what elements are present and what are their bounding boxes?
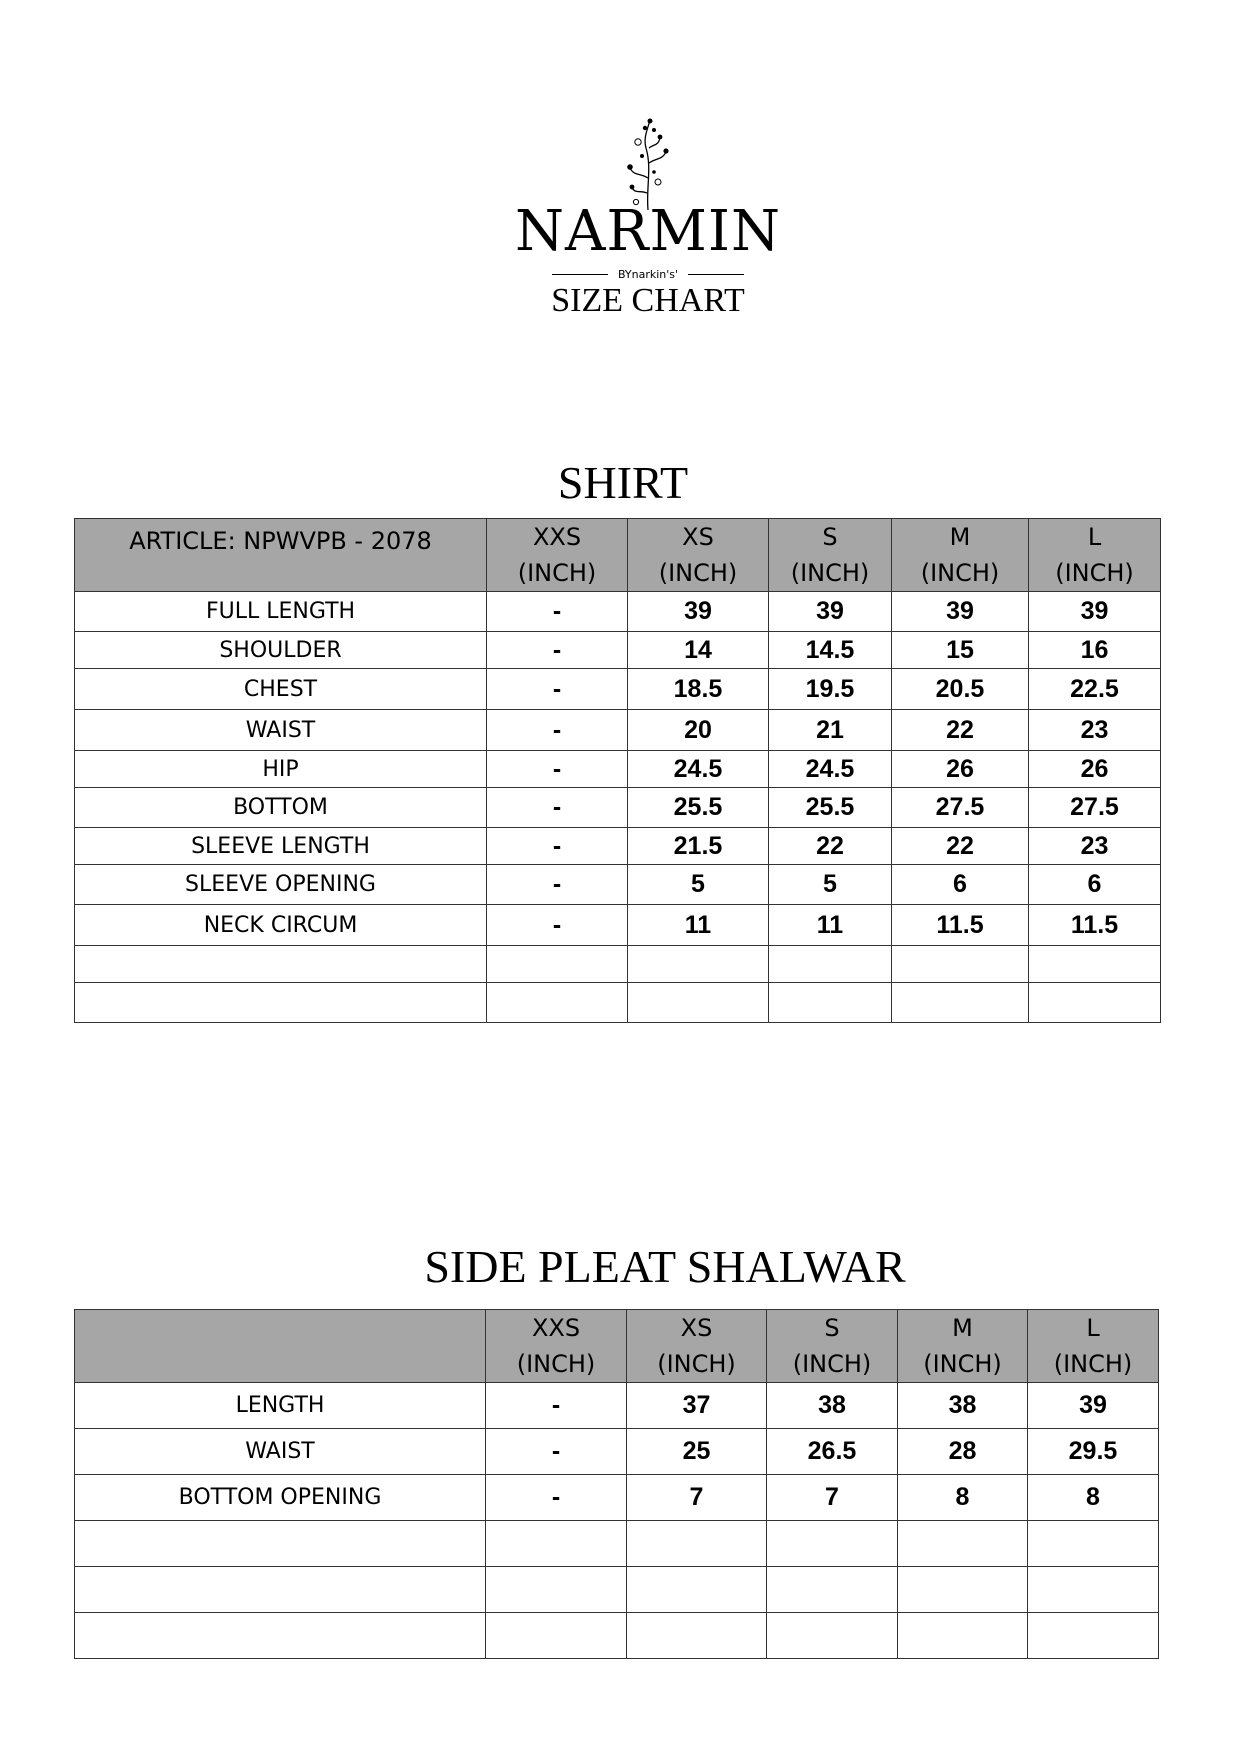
size-header-l bbox=[1028, 1310, 1159, 1383]
measurement-value: 39 bbox=[769, 592, 892, 632]
empty-cell bbox=[628, 946, 769, 983]
empty-row bbox=[75, 1521, 1159, 1567]
size-label: XS bbox=[680, 1314, 713, 1342]
size-label: L bbox=[1087, 523, 1102, 551]
empty-cell bbox=[767, 1521, 898, 1567]
divider bbox=[552, 274, 608, 275]
empty-cell bbox=[898, 1521, 1028, 1567]
measurement-value: - bbox=[486, 1383, 627, 1429]
shalwar-size-table bbox=[74, 1309, 1159, 1659]
header-row bbox=[75, 519, 1161, 592]
size-label: M bbox=[952, 1314, 973, 1342]
measurement-value: 24.5 bbox=[769, 751, 892, 788]
measurement-value: 6 bbox=[892, 865, 1029, 905]
measurement-value: 20 bbox=[628, 710, 769, 751]
measurement-value: 25.5 bbox=[628, 788, 769, 828]
measurement-value: 14 bbox=[628, 632, 769, 669]
empty-cell bbox=[627, 1613, 767, 1659]
measurement-label: SHOULDER bbox=[75, 632, 487, 669]
measurement-value: 23 bbox=[1029, 710, 1161, 751]
size-unit: (INCH) bbox=[1053, 1350, 1133, 1378]
page-title: SIZE CHART bbox=[551, 282, 745, 319]
measurement-value: 19.5 bbox=[769, 669, 892, 710]
empty-row bbox=[75, 946, 1161, 983]
empty-cell bbox=[75, 1613, 486, 1659]
measurement-value: - bbox=[487, 828, 628, 865]
measurement-value: 37 bbox=[627, 1383, 767, 1429]
table-row bbox=[75, 788, 1161, 828]
empty-cell bbox=[486, 1613, 627, 1659]
empty-cell bbox=[75, 1567, 486, 1613]
table-row bbox=[75, 669, 1161, 710]
measurement-value: - bbox=[487, 788, 628, 828]
measurement-label: CHEST bbox=[75, 669, 487, 710]
size-header-l bbox=[1029, 519, 1161, 592]
empty-row bbox=[75, 1613, 1159, 1659]
measurement-value: 5 bbox=[769, 865, 892, 905]
empty-cell bbox=[75, 946, 487, 983]
measurement-label: SLEEVE LENGTH bbox=[75, 828, 487, 865]
measurement-value: 18.5 bbox=[628, 669, 769, 710]
measurement-label: FULL LENGTH bbox=[75, 592, 487, 632]
measurement-label: SLEEVE OPENING bbox=[75, 865, 487, 905]
size-label: XXS bbox=[531, 1314, 581, 1342]
size-label: L bbox=[1086, 1314, 1100, 1342]
empty-cell bbox=[1029, 983, 1161, 1023]
table-row bbox=[75, 1383, 1159, 1429]
size-label: S bbox=[822, 523, 838, 551]
table-row bbox=[75, 632, 1161, 669]
empty-cell bbox=[898, 1613, 1028, 1659]
size-unit: (INCH) bbox=[658, 559, 738, 587]
measurement-value: 11 bbox=[769, 905, 892, 946]
measurement-value: 25.5 bbox=[769, 788, 892, 828]
size-header-xxs bbox=[487, 519, 628, 592]
brand-name: NARMIN bbox=[514, 199, 782, 264]
empty-cell bbox=[767, 1613, 898, 1659]
measurement-value: - bbox=[487, 710, 628, 751]
measurement-value: 16 bbox=[1029, 632, 1161, 669]
measurement-value: 20.5 bbox=[892, 669, 1029, 710]
measurement-value: 26.5 bbox=[767, 1429, 898, 1475]
empty-row bbox=[75, 983, 1161, 1023]
measurement-value: - bbox=[486, 1475, 627, 1521]
size-label: XXS bbox=[532, 523, 582, 551]
measurement-value: - bbox=[487, 592, 628, 632]
table-row bbox=[75, 828, 1161, 865]
measurement-value: 25 bbox=[627, 1429, 767, 1475]
measurement-label: WAIST bbox=[75, 710, 487, 751]
size-unit: (INCH) bbox=[790, 559, 870, 587]
measurement-value: 7 bbox=[767, 1475, 898, 1521]
table-row bbox=[75, 865, 1161, 905]
empty-cell bbox=[1028, 1567, 1159, 1613]
table-row bbox=[75, 751, 1161, 788]
measurement-label: LENGTH bbox=[75, 1383, 486, 1429]
measurement-value: 15 bbox=[892, 632, 1029, 669]
size-unit: (INCH) bbox=[923, 1350, 1002, 1378]
divider bbox=[688, 274, 744, 275]
measurement-value: 22 bbox=[769, 828, 892, 865]
empty-cell bbox=[627, 1567, 767, 1613]
size-header-xxs bbox=[486, 1310, 627, 1383]
empty-cell bbox=[486, 1521, 627, 1567]
size-unit: (INCH) bbox=[1055, 559, 1134, 587]
measurement-label: WAIST bbox=[75, 1429, 486, 1475]
measurement-value: - bbox=[486, 1429, 627, 1475]
table-row bbox=[75, 710, 1161, 751]
measurement-value: 39 bbox=[892, 592, 1029, 632]
article-header: ARTICLE: NPWVPB - 2078 bbox=[75, 519, 487, 592]
empty-cell bbox=[487, 946, 628, 983]
size-header-xs bbox=[627, 1310, 767, 1383]
measurement-value: - bbox=[487, 632, 628, 669]
measurement-value: 39 bbox=[628, 592, 769, 632]
size-header-xs bbox=[628, 519, 769, 592]
measurement-value: 22.5 bbox=[1029, 669, 1161, 710]
measurement-value: 29.5 bbox=[1028, 1429, 1159, 1475]
measurement-value: - bbox=[487, 905, 628, 946]
size-header-s bbox=[767, 1310, 898, 1383]
empty-cell bbox=[898, 1567, 1028, 1613]
measurement-value: 26 bbox=[892, 751, 1029, 788]
measurement-value: 24.5 bbox=[628, 751, 769, 788]
empty-cell bbox=[487, 983, 628, 1023]
measurement-value: 28 bbox=[898, 1429, 1028, 1475]
measurement-value: 39 bbox=[1029, 592, 1161, 632]
article-header bbox=[75, 1310, 486, 1383]
table-row bbox=[75, 592, 1161, 632]
empty-cell bbox=[1028, 1521, 1159, 1567]
empty-cell bbox=[75, 983, 487, 1023]
measurement-value: 22 bbox=[892, 710, 1029, 751]
shirt-section-title: SHIRT bbox=[557, 457, 689, 508]
measurement-value: 38 bbox=[898, 1383, 1028, 1429]
measurement-label: HIP bbox=[75, 751, 487, 788]
brand-header bbox=[0, 118, 1241, 281]
measurement-value: 5 bbox=[628, 865, 769, 905]
measurement-value: 21 bbox=[769, 710, 892, 751]
empty-cell bbox=[769, 946, 892, 983]
measurement-value: 11 bbox=[628, 905, 769, 946]
table-row bbox=[75, 905, 1161, 946]
empty-cell bbox=[892, 946, 1029, 983]
measurement-value: 38 bbox=[767, 1383, 898, 1429]
empty-cell bbox=[627, 1521, 767, 1567]
size-label: XS bbox=[682, 523, 714, 551]
empty-cell bbox=[892, 983, 1029, 1023]
measurement-value: 7 bbox=[627, 1475, 767, 1521]
measurement-value: - bbox=[487, 751, 628, 788]
size-unit: (INCH) bbox=[920, 559, 1000, 587]
size-header-m bbox=[892, 519, 1029, 592]
size-header-m bbox=[898, 1310, 1028, 1383]
table-row bbox=[75, 1475, 1159, 1521]
measurement-value: - bbox=[487, 865, 628, 905]
size-unit: (INCH) bbox=[516, 1350, 596, 1378]
measurement-value: 8 bbox=[898, 1475, 1028, 1521]
brand-byline bbox=[0, 268, 1241, 281]
shirt-size-table bbox=[74, 518, 1161, 1023]
empty-cell bbox=[1028, 1613, 1159, 1659]
measurement-value: 6 bbox=[1029, 865, 1161, 905]
empty-cell bbox=[1029, 946, 1161, 983]
measurement-value: 14.5 bbox=[769, 632, 892, 669]
size-label: M bbox=[949, 523, 971, 551]
measurement-value: 21.5 bbox=[628, 828, 769, 865]
measurement-value: 39 bbox=[1028, 1383, 1159, 1429]
size-unit: (INCH) bbox=[657, 1350, 736, 1378]
empty-cell bbox=[769, 983, 892, 1023]
measurement-value: 11.5 bbox=[892, 905, 1029, 946]
measurement-value: 23 bbox=[1029, 828, 1161, 865]
measurement-value: 8 bbox=[1028, 1475, 1159, 1521]
brand-byline-text: BYnarkin's' bbox=[617, 268, 679, 281]
measurement-value: 22 bbox=[892, 828, 1029, 865]
size-header-s bbox=[769, 519, 892, 592]
table-row bbox=[75, 1429, 1159, 1475]
size-unit: (INCH) bbox=[792, 1350, 872, 1378]
empty-cell bbox=[75, 1521, 486, 1567]
size-unit: (INCH) bbox=[517, 559, 597, 587]
measurement-label: NECK CIRCUM bbox=[75, 905, 487, 946]
measurement-label: BOTTOM OPENING bbox=[75, 1475, 486, 1521]
header-row bbox=[75, 1310, 1159, 1383]
flower-sprig-icon bbox=[618, 118, 678, 210]
size-label: S bbox=[824, 1314, 840, 1342]
measurement-value: 26 bbox=[1029, 751, 1161, 788]
shalwar-section-title: SIDE PLEAT SHALWAR bbox=[424, 1241, 906, 1292]
measurement-value: - bbox=[487, 669, 628, 710]
measurement-label: BOTTOM bbox=[75, 788, 487, 828]
empty-row bbox=[75, 1567, 1159, 1613]
empty-cell bbox=[486, 1567, 627, 1613]
measurement-value: 11.5 bbox=[1029, 905, 1161, 946]
measurement-value: 27.5 bbox=[1029, 788, 1161, 828]
empty-cell bbox=[628, 983, 769, 1023]
measurement-value: 27.5 bbox=[892, 788, 1029, 828]
empty-cell bbox=[767, 1567, 898, 1613]
